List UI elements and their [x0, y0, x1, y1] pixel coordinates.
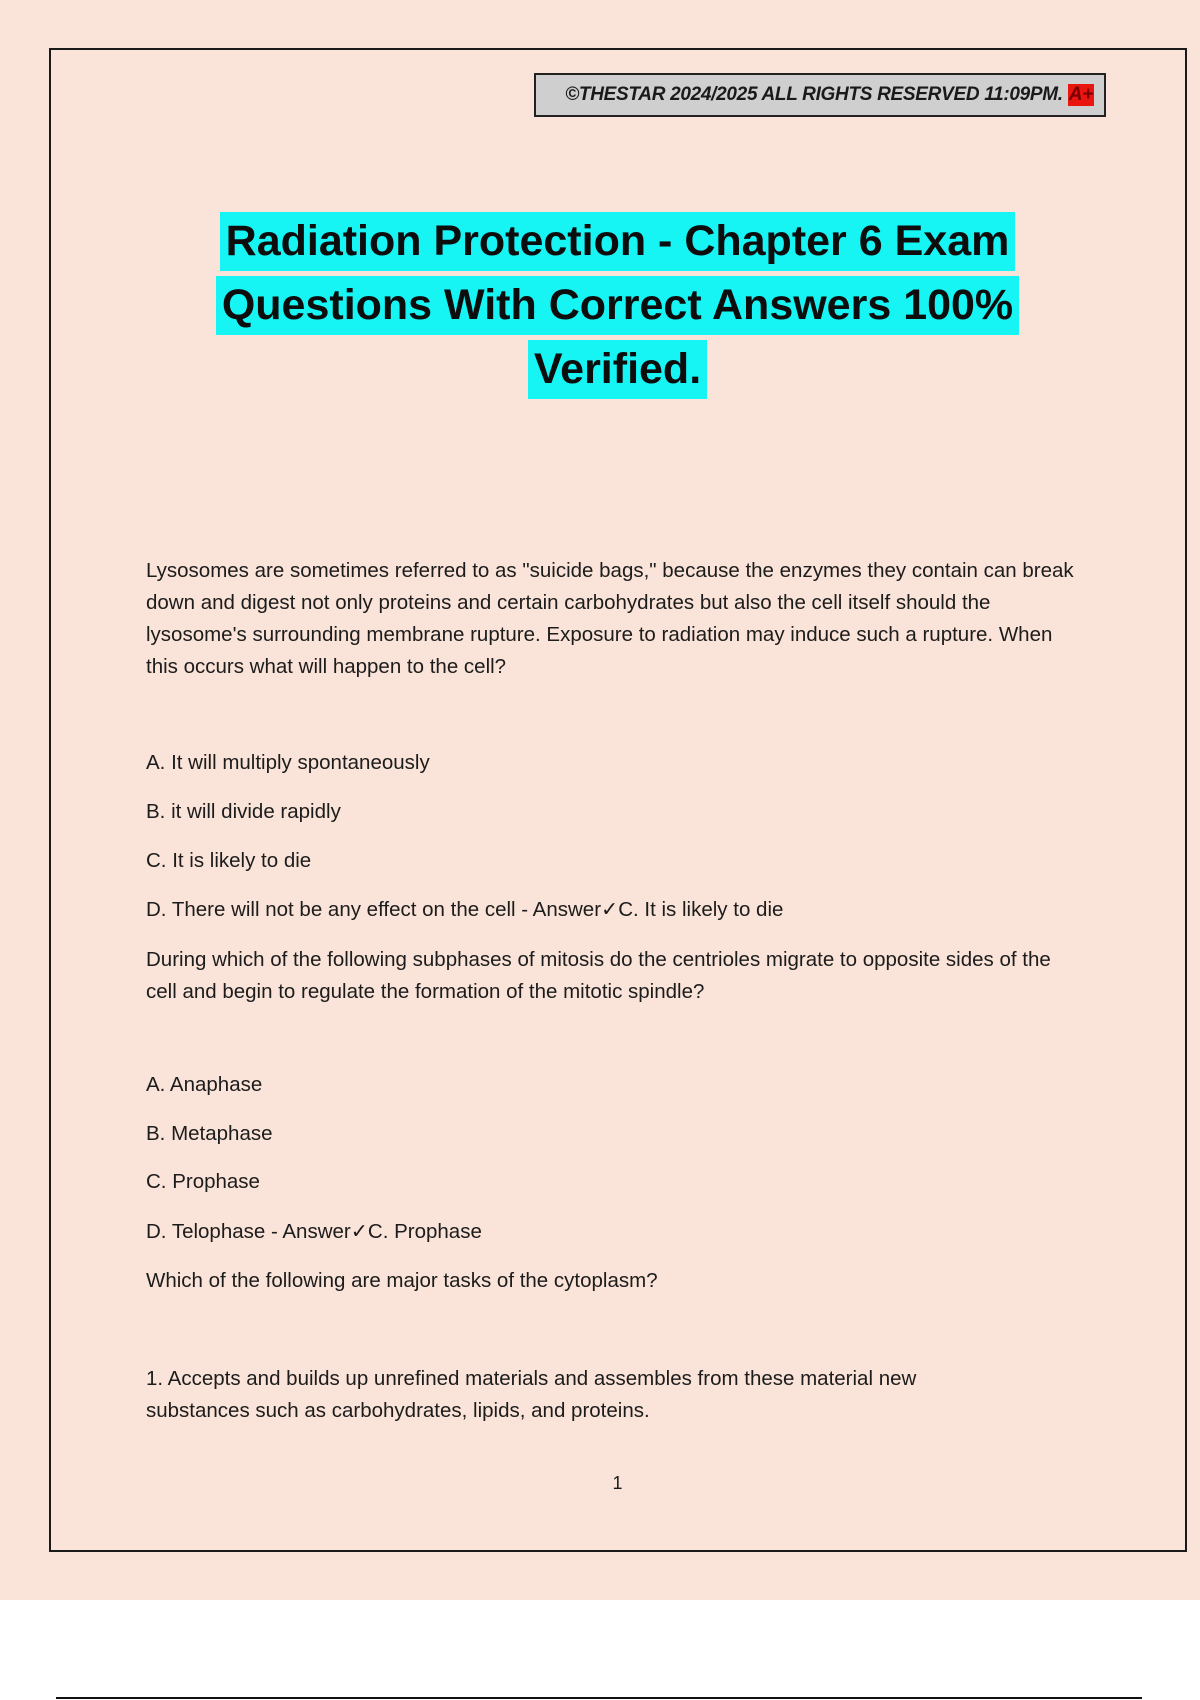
question-1-option-a: A. It will multiply spontaneously [146, 751, 430, 774]
question-1-option-d-answer: D. There will not be any effect on the cell - Answer✓C. It is likely to die [146, 898, 784, 921]
question-3-option-1: 1. Accepts and builds up unrefined materials and assembles from these material new substances such as carbohydrates, lipids, and proteins. [146, 1367, 917, 1422]
question-1-text: Lysosomes are sometimes referred to as "suicide bags," because the enzymes they contain can break down and digest not only proteins and certain carbohydrates but also the cell itself should the lysosome's surrounding membrane rupture. Exposure to radiation may induce such a rupture. When this occurs what will happen to the cell? [146, 559, 1074, 678]
question-1-option-b: B. it will divide rapidly [146, 800, 341, 823]
copyright-text: ©THESTAR 2024/2025 ALL RIGHTS RESERVED 11:09PM. [565, 84, 1063, 105]
page-number: 1 [612, 1473, 623, 1493]
question-2-option-a: A. Anaphase [146, 1073, 263, 1096]
title-line-2: Questions With Correct Answers 100% [216, 276, 1019, 335]
question-2-text: During which of the following subphases of mitosis do the centrioles migrate to opposite sides of the cell and begin to regulate the formation of the mitotic spindle? [146, 948, 1051, 1003]
question-1-option-c: C. It is likely to die [146, 849, 312, 872]
title-line-3: Verified. [528, 340, 707, 399]
title-line-1: Radiation Protection - Chapter 6 Exam [220, 212, 1016, 271]
copyright-banner [534, 73, 1106, 117]
question-2-option-d-answer: D. Telophase - Answer✓C. Prophase [146, 1220, 482, 1243]
footer-divider [56, 1697, 1142, 1699]
question-2-option-b: B. Metaphase [146, 1122, 273, 1145]
question-3-text: Which of the following are major tasks of the cytoplasm? [146, 1269, 658, 1292]
grade-badge: A+ [1068, 84, 1093, 105]
question-2-option-c: C. Prophase [146, 1170, 260, 1193]
document-title [120, 212, 1115, 404]
